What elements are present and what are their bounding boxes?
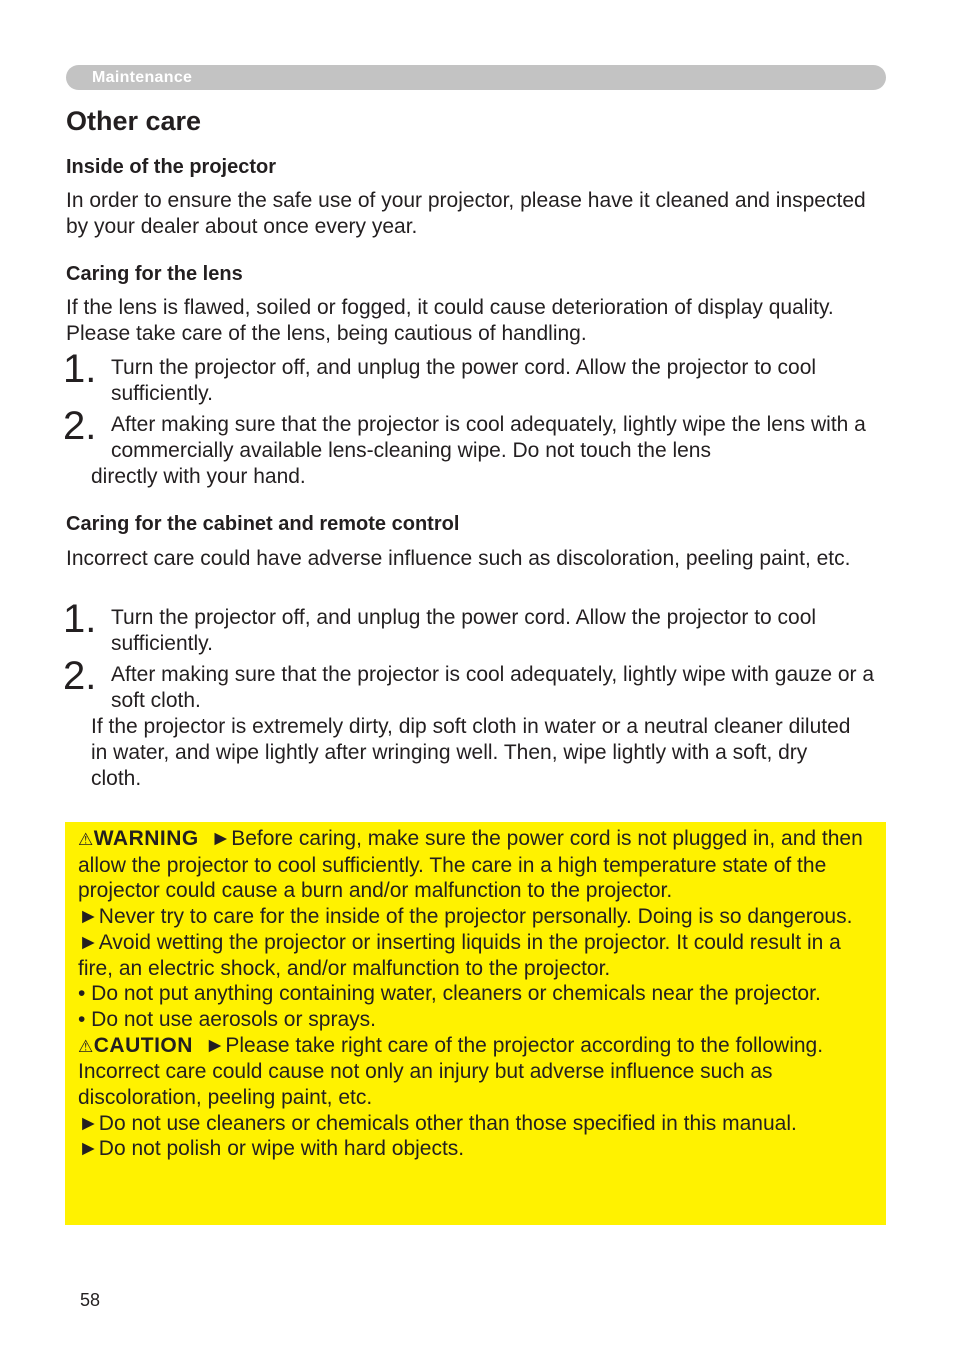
step-text: Turn the projector off, and unplug the power cord. Allow the projector to cool sufficiently.	[111, 606, 817, 655]
step-text: After making sure that the projector is cool adequately, lightly wipe the lens with a commercially available lens-cleaning wipe. Do not touch the lens	[111, 413, 866, 462]
section-intro-cabinet: Incorrect care could have adverse influence such as discoloration, peeling paint, etc.	[66, 547, 851, 570]
step-number: 2.	[63, 654, 97, 698]
lens-step-1	[63, 347, 888, 407]
page-title: Other care	[66, 106, 202, 136]
section-intro-lens: If the lens is flawed, soiled or fogged, it could cause deterioration of display quality. Please take care of the lens, being cautious of handling.	[66, 296, 834, 345]
section-intro-inside: In order to ensure the safe use of your projector, please have it cleaned and inspected by your dealer about once every year.	[66, 189, 866, 238]
warning-item: ►Avoid wetting the projector or inserting liquids in the projector. It could result in a fire, an electric shock, and/or malfunction to the projector.	[78, 930, 841, 980]
caution-label: ⚠CAUTION	[78, 1033, 193, 1057]
caution-item: ►Do not polish or wipe with hard objects.	[78, 1137, 465, 1161]
warning-text: ►Before caring, make sure the power cord is not plugged in, and then allow the projector to cool sufficiently. The care in a high temperature state of the projector could cause a burn and/or malfunction to the projector.	[78, 827, 863, 903]
warning-label: ⚠WARNING	[78, 827, 199, 850]
step-text: After making sure that the projector is cool adequately, lightly wipe with gauze or a soft cloth.	[111, 663, 875, 712]
section-heading-inside: Inside of the projector	[66, 156, 277, 178]
caution-paragraph	[78, 1033, 873, 1111]
section-header-bar	[66, 65, 886, 90]
warning-paragraph	[78, 826, 873, 904]
section-heading-cabinet: Caring for the cabinet and remote control	[66, 513, 460, 535]
caution-item: ►Do not use cleaners or chemicals other than those specified in this manual.	[78, 1111, 797, 1135]
step-text: Turn the projector off, and unplug the power cord. Allow the projector to cool sufficiently.	[111, 356, 817, 405]
step-extra-text: If the projector is extremely dirty, dip soft cloth in water or a neutral cleaner diluted in water, and wipe lightly after wringing well. Then, wipe lightly with a soft, dry cloth.	[91, 715, 851, 790]
cabinet-step-2	[63, 654, 892, 792]
cabinet-step-1	[63, 597, 888, 657]
warning-item: • Do not put anything containing water, cleaners or chemicals near the projector.	[78, 982, 821, 1006]
warning-caution-box	[65, 822, 886, 1225]
section-label: Maintenance	[92, 69, 193, 86]
warning-triangle-icon: ⚠	[78, 830, 94, 849]
section-heading-lens: Caring for the lens	[66, 263, 243, 285]
warning-item: ►Never try to care for the inside of the projector personally. Doing is so dangerous.	[78, 905, 853, 929]
page-number: 58	[80, 1290, 101, 1310]
lens-step-2	[63, 404, 888, 490]
step-number: 1.	[63, 597, 97, 641]
warning-triangle-icon: ⚠	[78, 1036, 94, 1056]
warning-item: • Do not use aerosols or sprays.	[78, 1007, 376, 1031]
step-number: 2.	[63, 404, 97, 448]
caution-text: ►Please take right care of the projector according to the following. Incorrect care could cause not only an injury but adverse influence such as discoloration, peeling paint, etc.	[78, 1033, 824, 1110]
step-number: 1.	[63, 347, 97, 391]
step-extra-text: directly with your hand.	[91, 465, 306, 488]
